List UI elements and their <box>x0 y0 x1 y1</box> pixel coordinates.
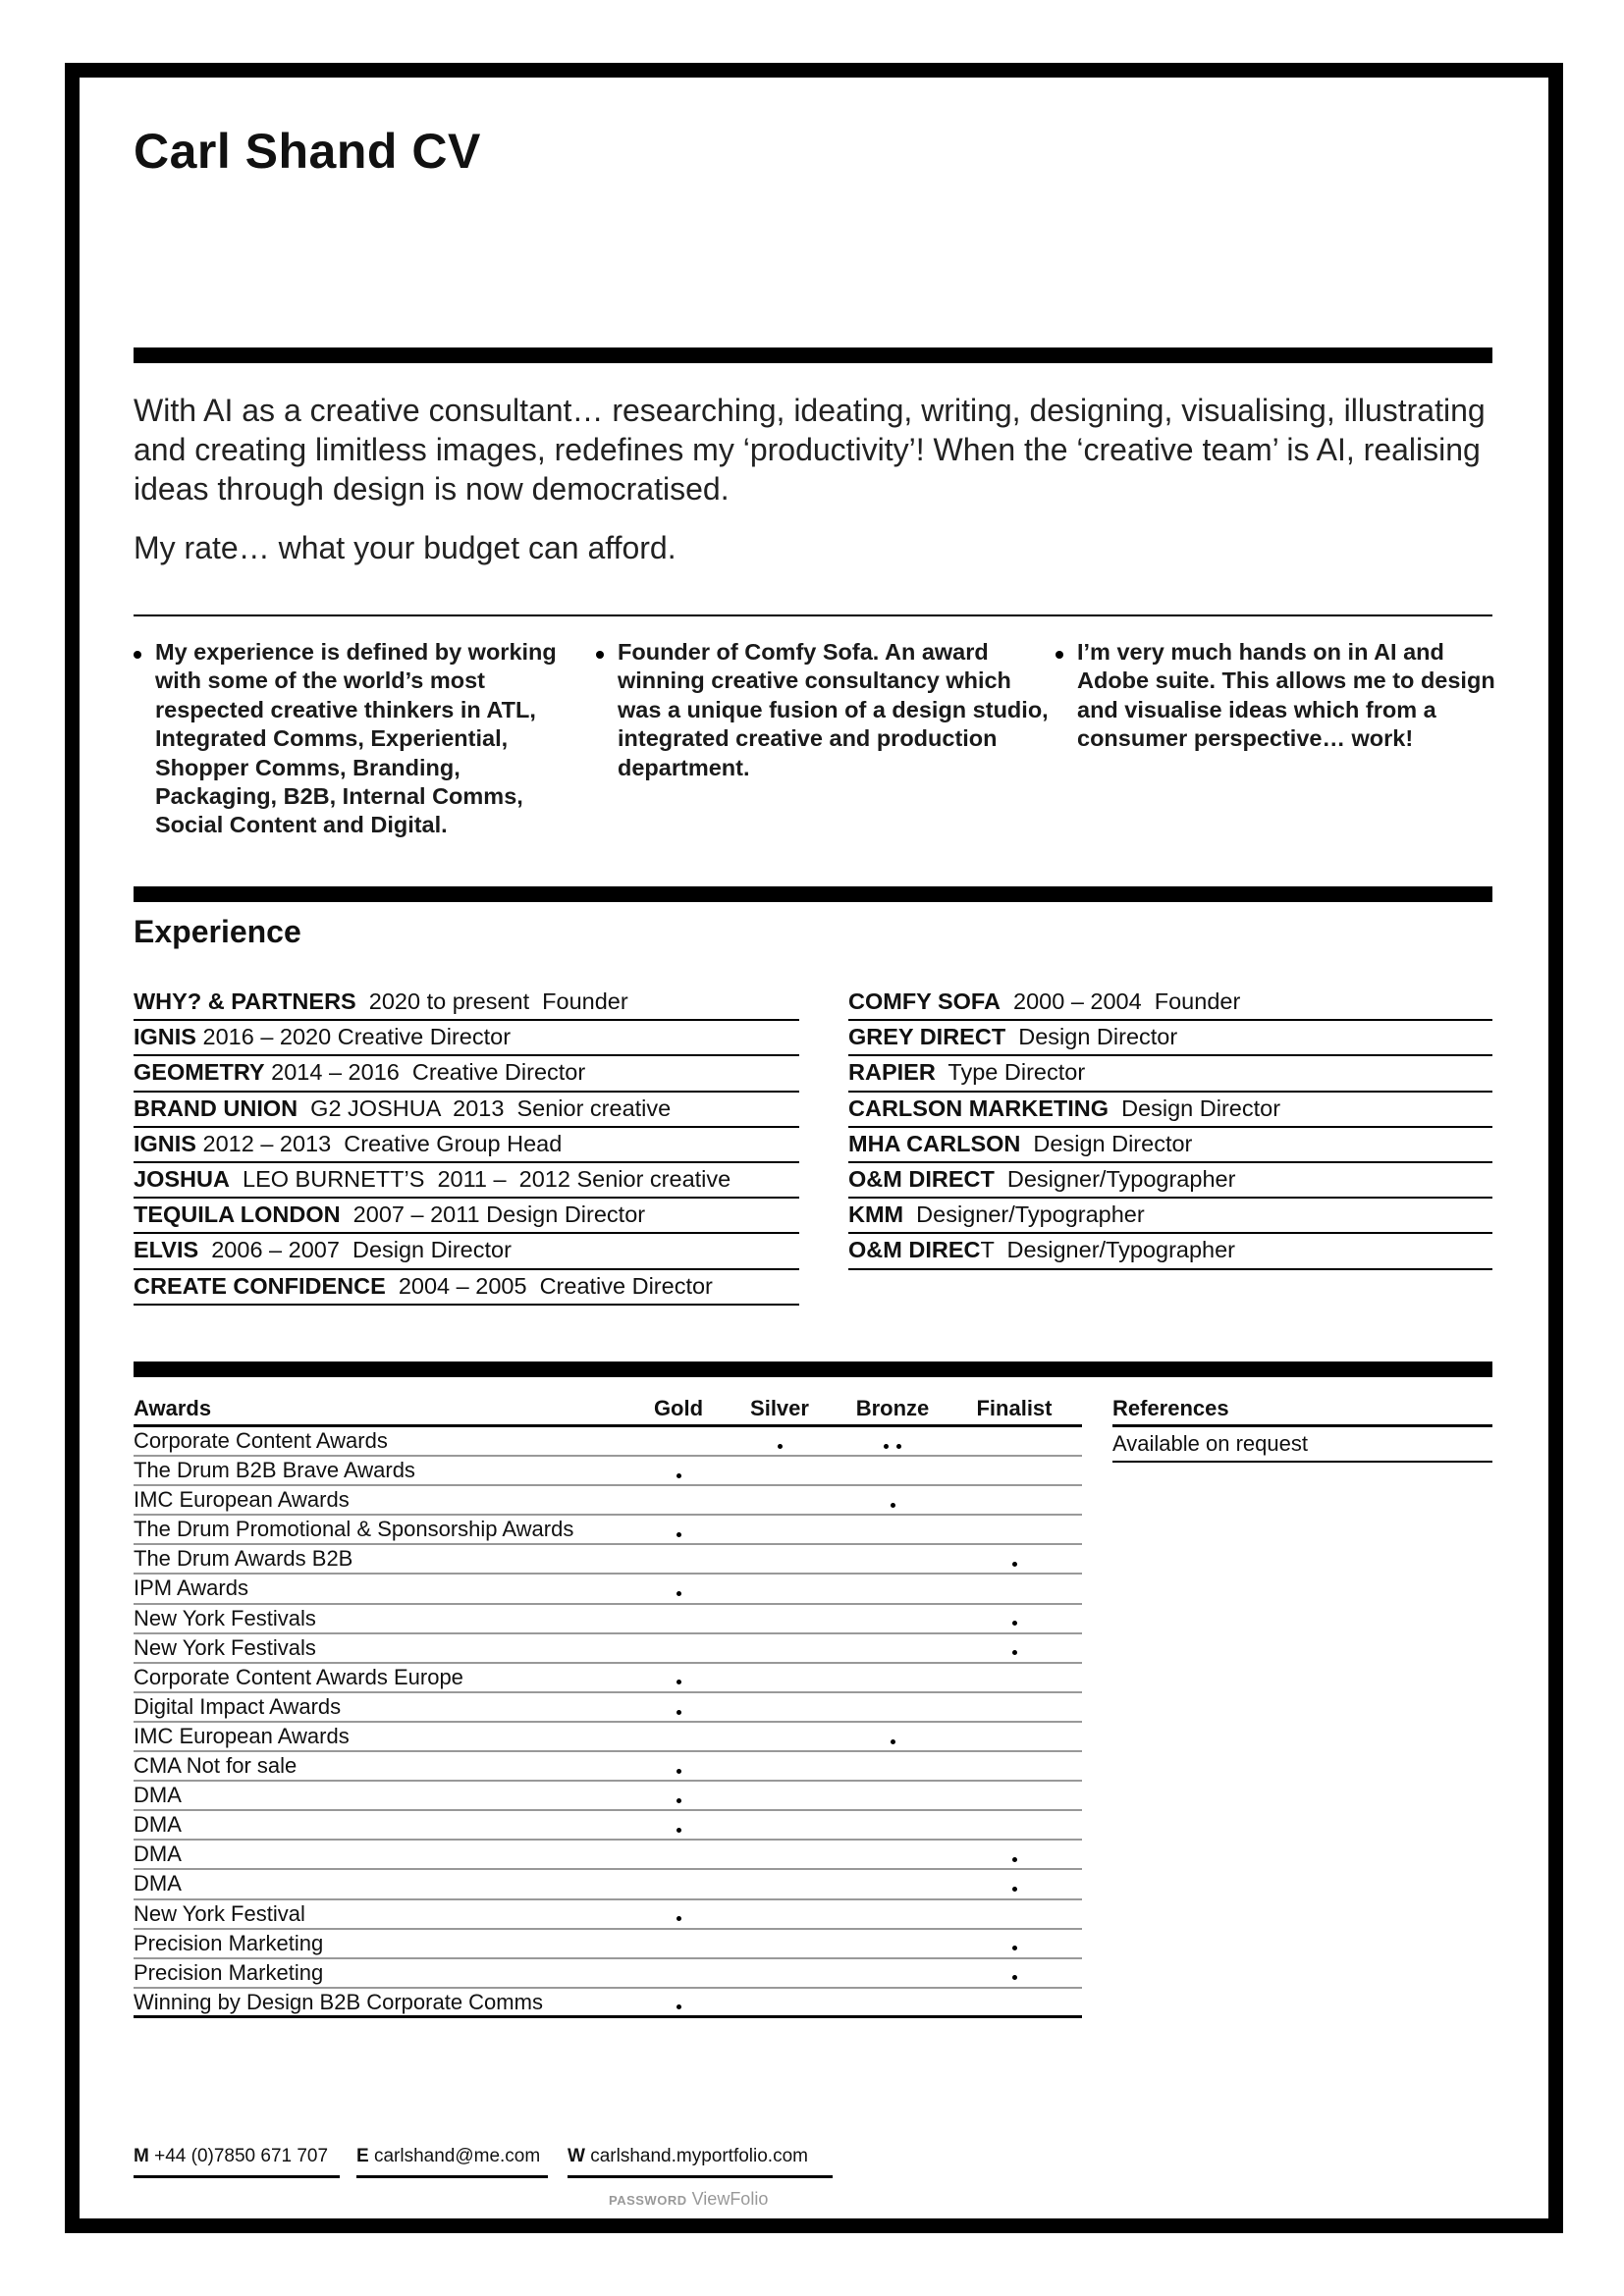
award-name: DMA <box>134 1842 182 1867</box>
company-name: TEQUILA LONDON <box>134 1201 341 1228</box>
award-row <box>134 1782 1082 1811</box>
award-name: Corporate Content Awards <box>134 1428 388 1453</box>
award-name: IPM Awards <box>134 1575 248 1601</box>
award-name: Winning by Design B2B Corporate Comms <box>134 1989 543 2014</box>
company-name: GEOMETRY <box>134 1059 265 1086</box>
experience-row <box>848 1234 1492 1269</box>
award-row <box>134 1486 1082 1516</box>
finalist-cell <box>965 1841 1063 1868</box>
gold-cell <box>629 1664 728 1691</box>
bronze-cell <box>843 1723 942 1750</box>
role-detail: G2 JOSHUA 2013 Senior creative <box>298 1095 672 1121</box>
role-detail: Design Director <box>1109 1095 1281 1121</box>
award-dot-icon <box>896 1444 901 1449</box>
gold-cell <box>629 1811 728 1839</box>
email-value: carlshand@me.com <box>373 2146 541 2166</box>
award-row <box>134 1457 1082 1486</box>
gold-cell <box>629 1900 728 1928</box>
experience-row <box>848 1128 1492 1163</box>
role-detail: Design Director <box>1020 1130 1193 1156</box>
divider-bar <box>134 347 1492 363</box>
experience-row <box>134 1056 799 1092</box>
password-value: ViewFolio <box>691 2189 769 2209</box>
company-name: CARLSON MARKETING <box>848 1095 1110 1121</box>
company-name: CREATE CONFIDENCE <box>134 1272 386 1299</box>
award-row <box>134 1693 1082 1723</box>
company-name: RAPIER <box>848 1059 936 1086</box>
experience-row <box>848 1093 1492 1128</box>
role-detail: 2004 – 2005 Creative Director <box>385 1272 713 1299</box>
role-detail: 2016 – 2020 Creative Director <box>195 1024 512 1050</box>
award-name: New York Festivals <box>134 1605 316 1630</box>
email[interactable] <box>356 2146 548 2178</box>
gold-cell <box>629 1782 728 1809</box>
role-detail: 2020 to present Founder <box>355 988 628 1014</box>
bronze-cell <box>843 1486 942 1514</box>
award-name: IMC European Awards <box>134 1723 350 1748</box>
award-row <box>134 1664 1082 1693</box>
award-row <box>134 1752 1082 1782</box>
role-detail: Design Director <box>1005 1024 1178 1050</box>
award-dot-icon <box>677 2004 681 2009</box>
experience-row <box>134 1270 799 1306</box>
award-name: New York Festivals <box>134 1634 316 1660</box>
experience-row <box>848 1021 1492 1056</box>
role-detail: 2014 – 2016 Creative Director <box>264 1059 586 1086</box>
award-row <box>134 1811 1082 1841</box>
award-row <box>134 1930 1082 1959</box>
references-heading: References <box>1112 1392 1492 1427</box>
role-detail: Type Director <box>935 1059 1086 1086</box>
company-name: JOSHUA <box>134 1165 230 1192</box>
award-row <box>134 1723 1082 1752</box>
award-dot-icon <box>677 1473 681 1478</box>
award-dot-icon <box>677 1680 681 1684</box>
award-dot-icon <box>677 1798 681 1803</box>
company-name: MHA CARLSON <box>848 1130 1021 1156</box>
experience-row <box>848 1163 1492 1199</box>
gold-header: Gold <box>653 1396 704 1420</box>
awards-header-row <box>134 1392 1082 1427</box>
award-name: CMA Not for sale <box>134 1753 298 1779</box>
award-name: The Drum Promotional & Sponsorship Awards <box>134 1517 574 1542</box>
gold-cell <box>629 1752 728 1780</box>
award-dot-icon <box>891 1739 895 1744</box>
phone-value: +44 (0)7850 671 707 <box>154 2146 329 2166</box>
award-row <box>134 1870 1082 1899</box>
award-name: Precision Marketing <box>134 1959 324 1985</box>
gold-cell <box>629 1457 728 1484</box>
award-dot-icon <box>677 1591 681 1596</box>
award-name: New York Festival <box>134 1900 305 1926</box>
intro-rate: My rate… what your budget can afford. <box>134 530 677 565</box>
finalist-cell <box>965 1605 1063 1632</box>
award-name: DMA <box>134 1812 182 1838</box>
award-name: DMA <box>134 1871 182 1896</box>
award-row <box>134 1516 1082 1545</box>
company-name: O&M DIRECT <box>848 1165 995 1192</box>
finalist-cell <box>965 1959 1063 1987</box>
award-row <box>134 1545 1082 1575</box>
role-detail: LEO BURNETT’S 2011 – 2012 Senior creative <box>229 1165 731 1192</box>
website-value: carlshand.myportfolio.com <box>590 2146 808 2166</box>
page-title: Carl Shand CV <box>134 124 481 179</box>
company-name: GREY DIRECT <box>848 1024 1006 1050</box>
finalist-cell <box>965 1545 1063 1573</box>
gold-cell <box>629 1989 728 2016</box>
bronze-cell <box>843 1427 942 1455</box>
awards-header: Awards <box>134 1396 212 1420</box>
bronze-header: Bronze <box>855 1396 930 1420</box>
experience-row <box>134 1021 799 1056</box>
company-name: IGNIS <box>134 1024 196 1050</box>
experience-list-left <box>134 986 799 1306</box>
role-detail: 2006 – 2007 Design Director <box>198 1237 512 1263</box>
award-name: Precision Marketing <box>134 1930 324 1955</box>
gold-cell <box>629 1575 728 1602</box>
role-detail: 2012 – 2013 Creative Group Head <box>195 1130 563 1156</box>
company-name: COMFY SOFA <box>848 988 1001 1014</box>
references-text: Available on request <box>1112 1427 1492 1463</box>
award-row <box>134 1634 1082 1664</box>
finalist-header: Finalist <box>976 1396 1053 1420</box>
divider-line <box>134 614 1492 616</box>
divider-bar <box>134 886 1492 902</box>
experience-row <box>848 1056 1492 1092</box>
experience-heading: Experience <box>134 914 301 949</box>
portfolio-password <box>609 2189 768 2210</box>
finalist-cell <box>965 1634 1063 1662</box>
company-name: IGNIS <box>134 1130 196 1156</box>
company-name: O&M DIREC <box>848 1237 981 1263</box>
experience-row <box>134 1199 799 1234</box>
award-name: Corporate Content Awards Europe <box>134 1664 463 1689</box>
role-detail: T Designer/Typographer <box>980 1237 1235 1263</box>
experience-row <box>848 986 1492 1021</box>
website-label: W <box>568 2146 585 2166</box>
experience-row <box>134 1234 799 1269</box>
award-dot-icon <box>884 1444 889 1449</box>
award-dot-icon <box>778 1444 783 1449</box>
award-name: IMC European Awards <box>134 1487 350 1513</box>
role-detail: Designer/Typographer <box>994 1165 1236 1192</box>
award-row <box>134 1900 1082 1930</box>
company-name: ELVIS <box>134 1237 199 1263</box>
award-dot-icon <box>1012 1562 1017 1567</box>
award-row <box>134 1605 1082 1634</box>
award-dot-icon <box>677 1769 681 1774</box>
award-dot-icon <box>677 1916 681 1921</box>
award-row <box>134 1427 1082 1457</box>
password-label: PASSWORD <box>609 2193 687 2208</box>
experience-list-right <box>848 986 1492 1270</box>
experience-row <box>134 1093 799 1128</box>
award-dot-icon <box>1012 1857 1017 1862</box>
award-dot-icon <box>1012 1887 1017 1892</box>
award-name: The Drum B2B Brave Awards <box>134 1458 415 1483</box>
award-dot-icon <box>891 1503 895 1508</box>
finalist-cell <box>965 1870 1063 1897</box>
award-dot-icon <box>1012 1975 1017 1980</box>
award-dot-icon <box>677 1532 681 1537</box>
award-dot-icon <box>677 1710 681 1715</box>
company-name: KMM <box>848 1201 904 1228</box>
experience-row <box>134 986 799 1021</box>
experience-row <box>134 1163 799 1199</box>
award-name: Digital Impact Awards <box>134 1693 342 1719</box>
silver-header: Silver <box>750 1396 809 1420</box>
role-detail: 2007 – 2011 Design Director <box>340 1201 646 1228</box>
company-name: WHY? & PARTNERS <box>134 988 356 1014</box>
phone-label: M <box>134 2146 149 2166</box>
award-dot-icon <box>1012 1650 1017 1655</box>
bullet-item: I’m very much hands on in AI and Adobe suite. This allows me to design and visualise ideas which from a consumer perspective… work! <box>1054 638 1509 754</box>
award-row <box>134 1989 1082 2018</box>
phone[interactable] <box>134 2146 340 2178</box>
award-dot-icon <box>1012 1621 1017 1626</box>
experience-row <box>134 1128 799 1163</box>
gold-cell <box>629 1693 728 1721</box>
finalist-cell <box>965 1930 1063 1957</box>
company-name: BRAND UNION <box>134 1095 298 1121</box>
silver-cell <box>731 1427 829 1455</box>
awards-table <box>134 1392 1082 2018</box>
bullet-item: Founder of Comfy Sofa. An award winning creative consultancy which was a unique fusion of a design studio, integrated creative and production department. <box>594 638 1050 782</box>
award-row <box>134 1841 1082 1870</box>
references <box>1112 1392 1492 1463</box>
award-row <box>134 1959 1082 1989</box>
gold-cell <box>629 1516 728 1543</box>
website[interactable] <box>568 2146 833 2178</box>
intro <box>134 391 1508 567</box>
experience-row <box>848 1199 1492 1234</box>
award-dot-icon <box>677 1828 681 1833</box>
divider-bar <box>134 1362 1492 1377</box>
role-detail: 2000 – 2004 Founder <box>1000 988 1241 1014</box>
intro-paragraph: With AI as a creative consultant… researching, ideating, writing, designing, visualising, illustrating and creating limitless images, redefines my ‘productivity’! When the ‘creative team’ is AI, realising ideas through design is now democratised. <box>134 393 1486 507</box>
award-name: The Drum Awards B2B <box>134 1546 353 1572</box>
role-detail: Designer/Typographer <box>903 1201 1145 1228</box>
email-label: E <box>356 2146 369 2166</box>
award-row <box>134 1575 1082 1604</box>
award-dot-icon <box>1012 1946 1017 1950</box>
bullet-item: My experience is defined by working with some of the world’s most respected creative thinkers in ATL, Integrated Comms, Experiential, Shopper Comms, Branding, Packaging, B2B, Internal Comms, Social Content and Digital. <box>132 638 587 840</box>
award-name: DMA <box>134 1783 182 1808</box>
